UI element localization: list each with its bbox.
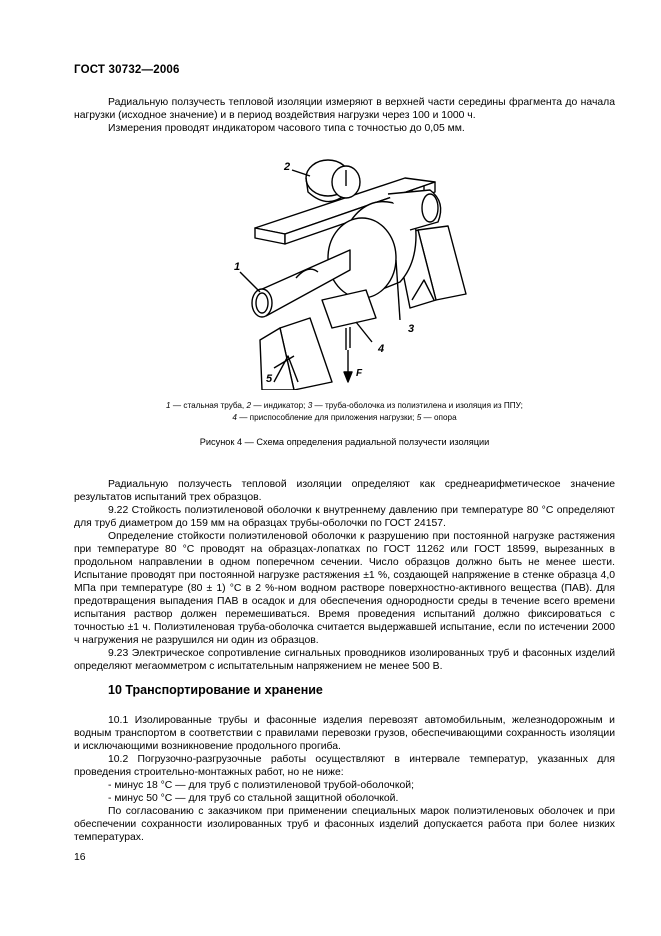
section-10-title: 10 Транспортирование и хранение xyxy=(108,683,323,697)
paragraph-tensile-test: Определение стойкости полиэтиленовой оболочки к разрушению при постоянной нагрузке растяжения при температуре 80 °С проводят на образцах-лопатках по ГОСТ 11262 или ГОСТ 18599, вырезанных в продольном направлении в одном поперечном сечении. Число образцов должно быть не менее шести. Испытание проводят при постоянной нагрузке растяжения ±1 %, создающей напряжение в стенке образца 4,0 МПа при температуре (80 ± 1) °С в 2 %-ном водном растворе поверхностно-активного вещества (ПАВ). Для предотвращения выпадения ПАВ в осадок и для обеспечения однородности среды в течение всего времени испытания раствор должен перемешиваться. Время проведения испытаний должно фиксироваться с точностью ±1 ч. Полиэтиленовая труба-оболочка считается выдержавшей испытание, если по истечении 2000 ч нагружения не разрушился ни один из образцов. xyxy=(74,531,615,646)
force-label: F xyxy=(356,368,363,379)
paragraph-9-22: 9.22 Стойкость полиэтиленовой оболочки к внутреннему давлению при температуре 80 °С определяют для труб диаметром до 159 мм на образцах трубы-оболочки по ГОСТ 24157. xyxy=(74,505,615,529)
page-number: 16 xyxy=(74,852,86,863)
paragraph-10-2-note: По согласованию с заказчиком при применении специальных марок полиэтиленовых оболочек и при обеспечении сохранности изолированных труб и фасонных изделий допускается работа при более низких температурах. xyxy=(74,806,615,843)
paragraph-10-2: 10.2 Погрузочно-разгрузочные работы осуществляют в интервале температур, указанных для проведения строительно-монтажных работ, но не ниже: xyxy=(74,754,615,778)
paragraph-10-1: 10.1 Изолированные трубы и фасонные изделия перевозят автомобильным, железнодорожным и водным транспортом в соответствии с правилами перевозки грузов, обеспечивающими сохранность изоляции и исключающими возникновение продольного прогиба. xyxy=(74,715,615,752)
indicator-dial xyxy=(306,160,360,202)
label-2: 2 xyxy=(284,161,291,173)
paragraph-creep-result: Радиальную ползучесть тепловой изоляции определяют как среднеарифметическое значение результатов испытаний трех образцов. xyxy=(74,479,615,503)
list-item-minus-50: - минус 50 °С — для труб со стальной защитной оболочкой. xyxy=(108,793,399,804)
label-4: 4 xyxy=(378,343,385,355)
intro-paragraph-2: Измерения проводят индикатором часового типа с точностью до 0,05 мм. xyxy=(108,123,465,134)
label-3: 3 xyxy=(408,323,415,335)
label-5: 5 xyxy=(266,373,273,385)
list-item-minus-18: - минус 18 °С — для труб с полиэтиленовой трубой-оболочкой; xyxy=(108,780,414,791)
figure-caption: Рисунок 4 — Схема определения радиальной ползучести изоляции xyxy=(199,437,490,447)
creep-test-diagram xyxy=(200,150,500,390)
label-1: 1 xyxy=(234,261,241,273)
document-header: ГОСТ 30732—2006 xyxy=(74,64,180,76)
paragraph-9-23: 9.23 Электрическое сопротивление сигнальных проводников изолированных труб и фасонных изделий определяют мегаомметром с испытательным напряжением не менее 500 В. xyxy=(74,648,615,672)
intro-paragraph-1: Радиальную ползучесть тепловой изоляции измеряют в верхней части середины фрагмента до начала нагрузки (исходное значение) и в период воздействия нагрузки через 100 и 1000 ч. xyxy=(74,97,615,121)
figure-legend-line-1: 1 — стальная труба, 2 — индикатор; 3 — труба-оболочка из полиэтилена и изоляция из ППУ; xyxy=(166,401,523,410)
load-fixture xyxy=(322,290,376,350)
figure-legend-line-2: 4 — приспособление для приложения нагрузки; 5 — опора xyxy=(232,413,457,422)
